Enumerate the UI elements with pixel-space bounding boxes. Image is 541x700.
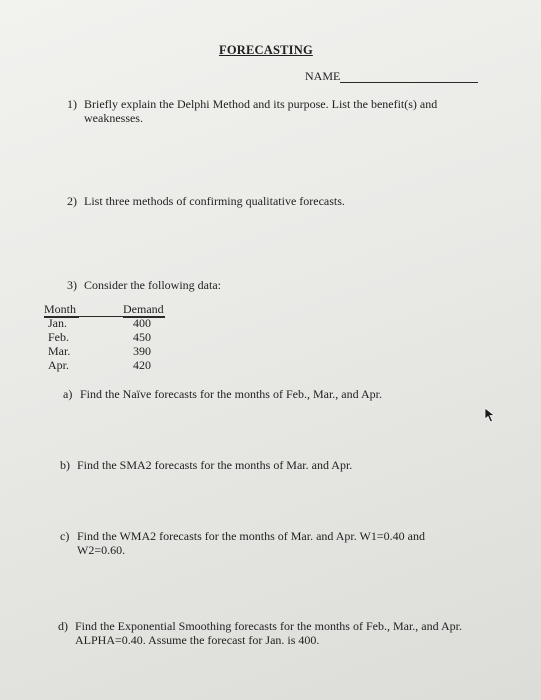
subquestion-text xyxy=(77,458,352,472)
question-number: 3) xyxy=(67,278,77,292)
name-label: NAME xyxy=(305,69,341,83)
table-cell-demand: 420 xyxy=(133,358,151,372)
table-cell-demand: 450 xyxy=(133,330,151,344)
table-row xyxy=(44,359,174,373)
subquestion-line: Find the WMA2 forecasts for the months of Mar. and Apr. W1=0.40 and xyxy=(77,529,425,543)
question-line: Briefly explain the Delphi Method and its purpose. List the benefit(s) and xyxy=(84,97,438,111)
question-line: List three methods of confirming qualitative forecasts. xyxy=(84,194,345,208)
table-cell-month: Feb. xyxy=(48,330,69,344)
question-number: 1) xyxy=(67,97,77,111)
question-line: weaknesses. xyxy=(84,111,143,125)
table-cell-month: Jan. xyxy=(48,316,67,330)
table-cell-demand: 400 xyxy=(133,316,151,330)
subquestion-label: d) xyxy=(58,619,68,633)
table-row xyxy=(44,345,174,359)
subquestion-line: Find the SMA2 forecasts for the months of Mar. and Apr. xyxy=(77,458,353,472)
subquestion-label: b) xyxy=(60,458,70,472)
question-text xyxy=(84,194,345,208)
table-cell-month: Apr. xyxy=(48,358,69,372)
subquestion-text xyxy=(77,529,425,557)
subquestion-line: W2=0.60. xyxy=(77,543,126,557)
subquestion-text xyxy=(75,619,462,647)
subquestion-line: Find the Exponential Smoothing forecasts for the months of Feb., Mar., and Apr. xyxy=(75,619,462,633)
question-text xyxy=(84,278,221,292)
name-blank-line xyxy=(340,82,478,83)
table-cell-month: Mar. xyxy=(48,344,71,358)
table-row xyxy=(44,317,174,331)
table-header-demand: Demand xyxy=(123,302,164,316)
question-text xyxy=(84,97,437,125)
table-row xyxy=(44,331,174,345)
mouse-pointer-icon xyxy=(484,407,496,428)
subquestion-text xyxy=(80,387,382,401)
question-number: 2) xyxy=(67,194,77,208)
page-title: FORECASTING xyxy=(219,43,313,57)
subquestion-label: c) xyxy=(60,529,70,543)
question-line: Consider the following data: xyxy=(84,278,221,292)
subquestion-label: a) xyxy=(63,387,73,401)
subquestion-line: Find the Naïve forecasts for the months of Feb., Mar., and Apr. xyxy=(80,387,382,401)
subquestion-line: ALPHA=0.40. Assume the forecast for Jan. is 400. xyxy=(75,633,320,647)
table-cell-demand: 390 xyxy=(133,344,151,358)
table-header-month: Month xyxy=(44,303,79,318)
